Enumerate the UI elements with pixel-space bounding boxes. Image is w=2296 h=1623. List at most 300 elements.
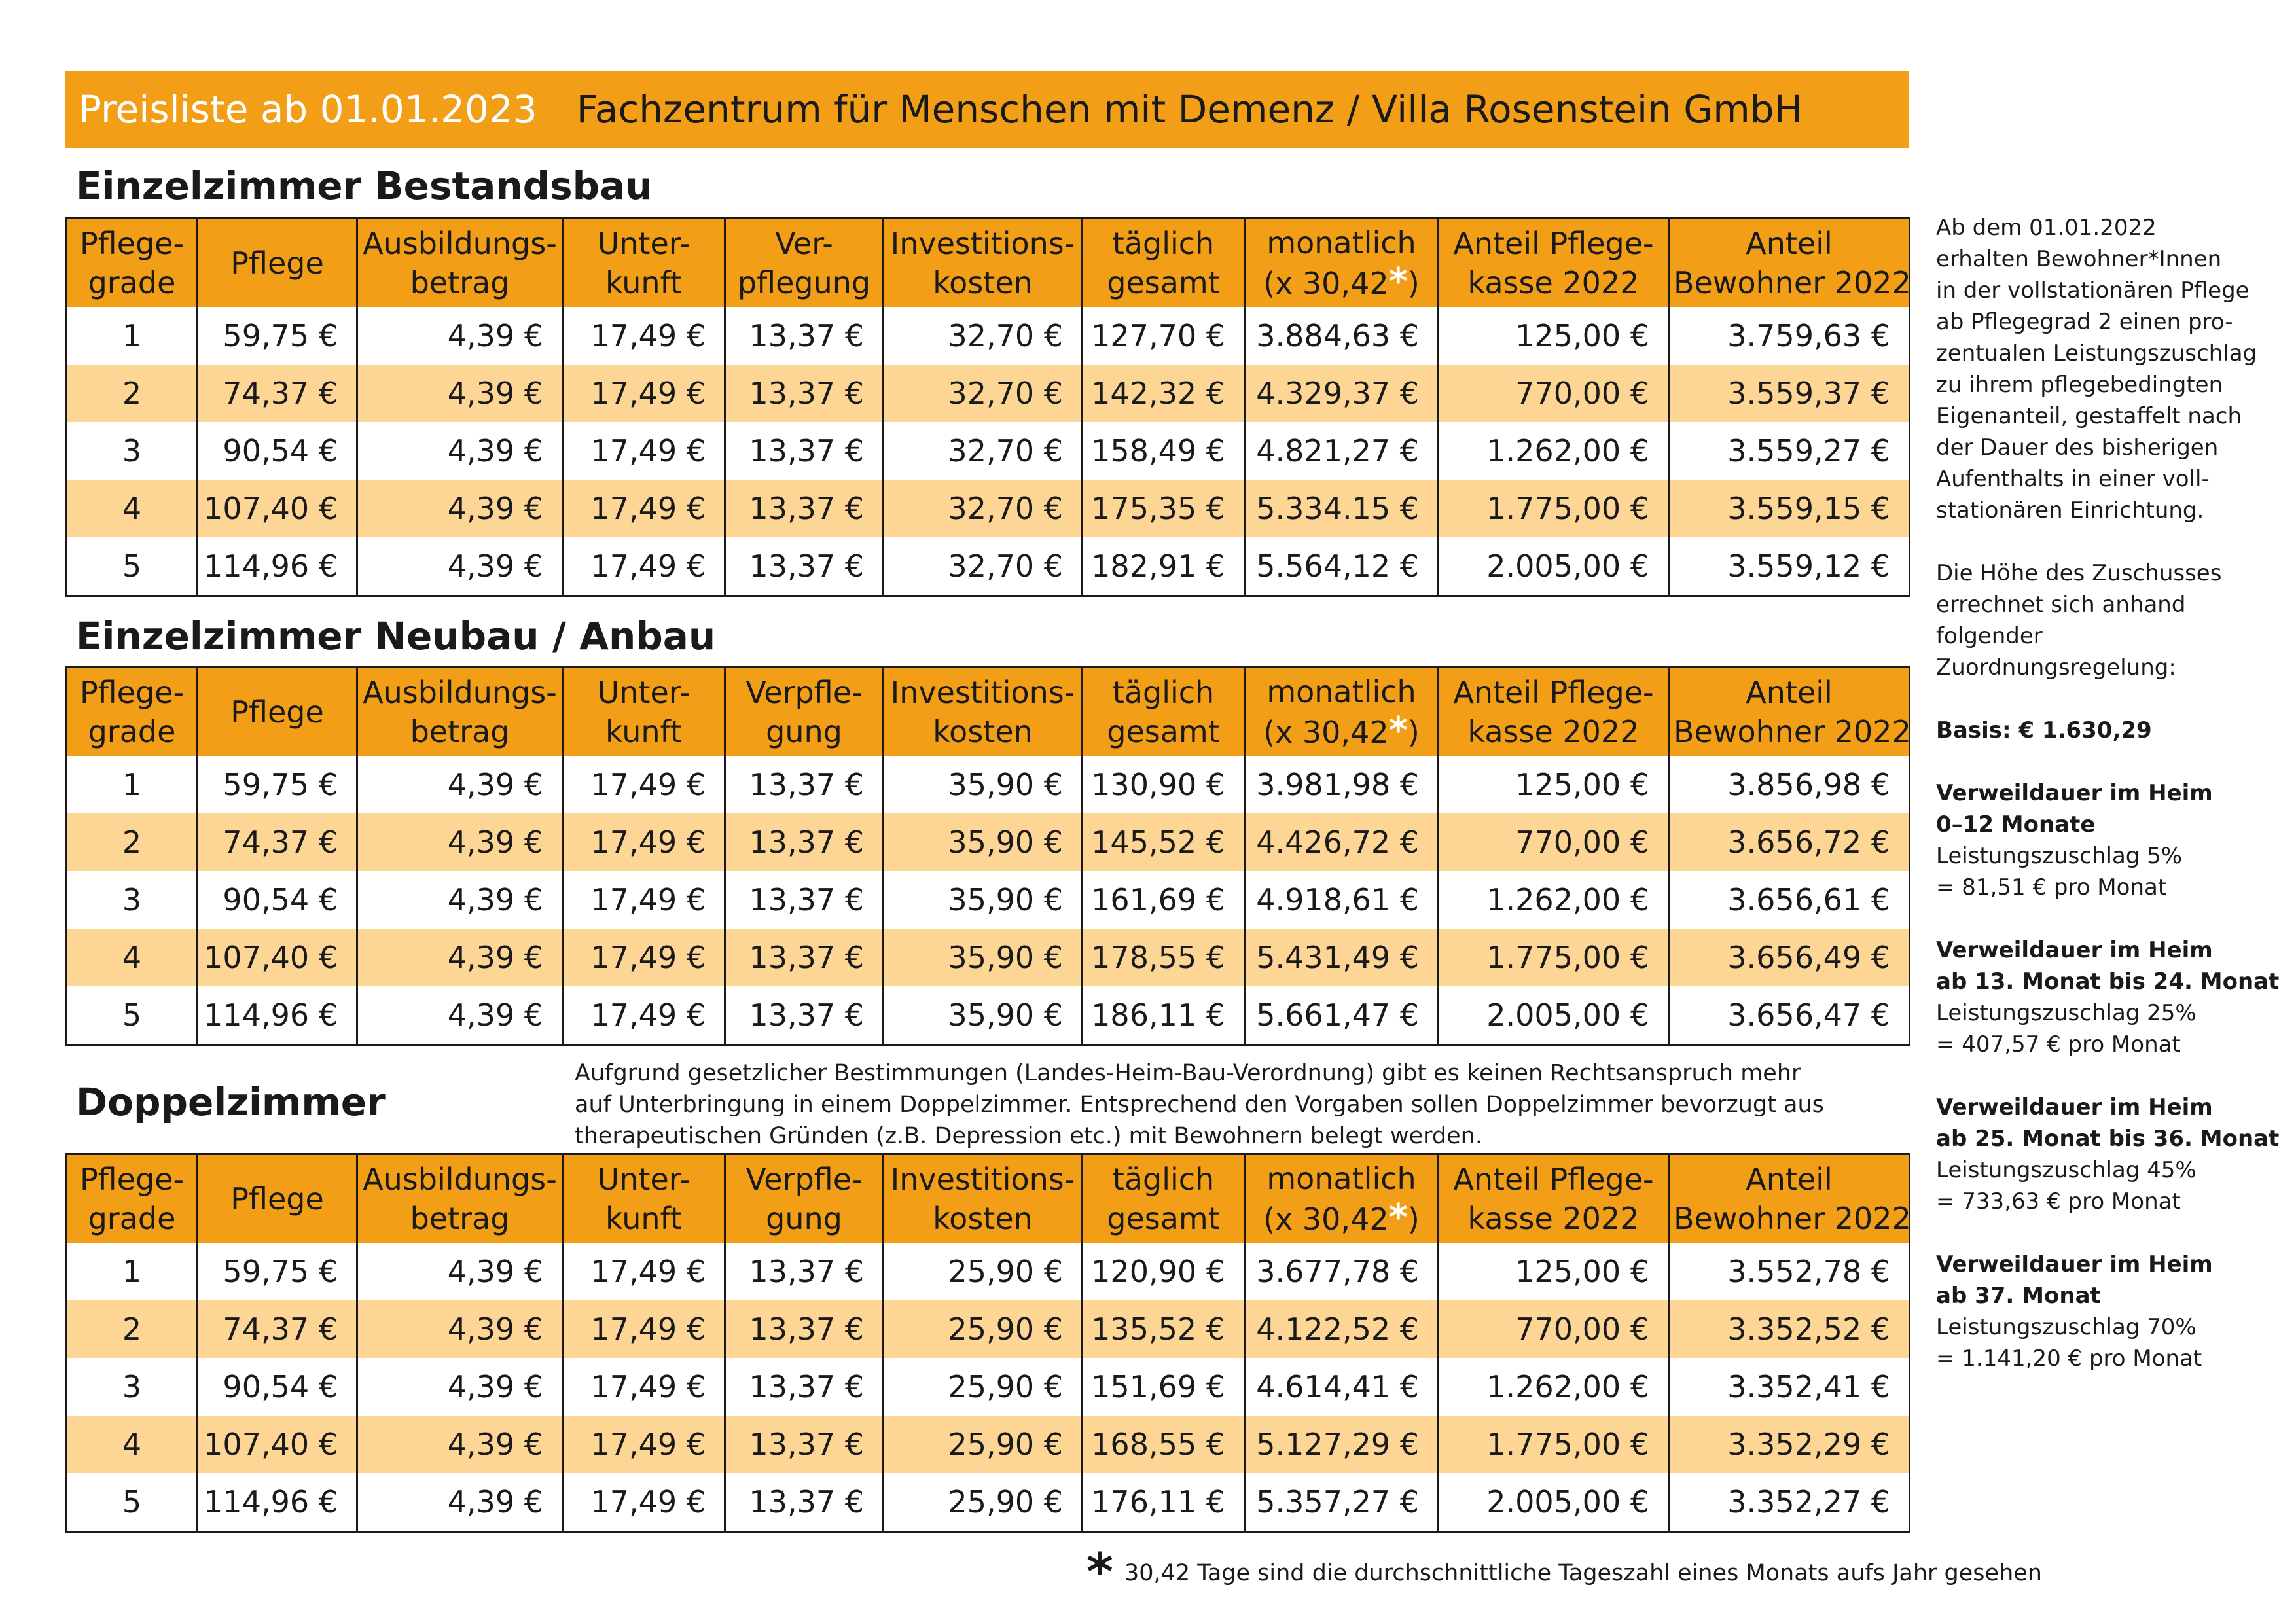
header-line-part: ) — [1407, 266, 1420, 301]
price-cell: 17,49 € — [563, 1243, 725, 1300]
price-cell: 161,69 € — [1083, 871, 1245, 929]
price-cell: 1.775,00 € — [1439, 929, 1669, 986]
note-line: therapeutischen Gründen (z.B. Depression etc.) mit Bewohnern belegt werden. — [575, 1123, 1482, 1149]
price-cell: 151,69 € — [1083, 1358, 1245, 1416]
price-cell: 17,49 € — [563, 307, 725, 365]
header-line: Anteil Pflege- — [1453, 226, 1654, 261]
price-list-date: Preisliste ab 01.01.2023 — [79, 87, 537, 132]
price-cell: 168,55 € — [1083, 1416, 1245, 1473]
table-row — [67, 480, 1910, 537]
price-cell: 13,37 € — [725, 756, 884, 813]
price-cell: 17,49 € — [563, 1473, 725, 1532]
price-cell: 1.775,00 € — [1439, 480, 1669, 537]
pflegegrad-cell: 2 — [67, 1300, 198, 1358]
pflegegrad-cell: 2 — [67, 365, 198, 422]
sidebar-intro — [1936, 212, 2289, 526]
price-cell: 4.329,37 € — [1245, 365, 1439, 422]
header-line-part: ) — [1407, 1202, 1420, 1237]
price-cell: 13,37 € — [725, 871, 884, 929]
column-header — [1083, 1154, 1245, 1243]
price-cell: 4,39 € — [357, 1416, 563, 1473]
column-header — [1439, 668, 1669, 757]
price-cell: 25,90 € — [884, 1243, 1083, 1300]
price-cell: 32,70 € — [884, 307, 1083, 365]
tier-heading: Verweildauer im Heim — [1936, 1094, 2213, 1120]
header-line: Investitions- — [890, 675, 1075, 710]
header-line: grade — [88, 714, 176, 749]
price-cell: 4,39 € — [357, 422, 563, 480]
header-line: täglich — [1112, 675, 1215, 710]
price-cell: 4,39 € — [357, 480, 563, 537]
header-line: grade — [88, 1201, 176, 1236]
price-cell: 3.352,41 € — [1669, 1358, 1910, 1416]
price-cell: 3.981,98 € — [1245, 756, 1439, 813]
header-line: monatlich — [1266, 674, 1416, 709]
sidebar-line: ab Pflegegrad 2 einen pro- — [1936, 309, 2233, 335]
column-header — [1669, 668, 1910, 757]
pflegegrad-cell: 5 — [122, 548, 142, 584]
price-cell: 5.661,47 € — [1245, 986, 1439, 1045]
price-cell: 13,37 € — [725, 1473, 884, 1532]
price-cell: 25,90 € — [884, 1358, 1083, 1416]
price-cell: 13,37 € — [725, 1358, 884, 1416]
header-line: gesamt — [1107, 265, 1220, 300]
header-line — [1249, 1198, 1433, 1239]
price-cell: 5.127,29 € — [1245, 1416, 1439, 1473]
header-line: Bewohner 2022 — [1674, 265, 1911, 300]
table-row — [67, 986, 1910, 1045]
price-cell: 4,39 € — [357, 813, 563, 871]
price-cell: 3.352,29 € — [1669, 1416, 1910, 1473]
price-cell: 17,49 € — [563, 929, 725, 986]
table-row — [67, 756, 1910, 813]
price-cell: 5.357,27 € — [1245, 1473, 1439, 1532]
price-cell: 3.677,78 € — [1245, 1243, 1439, 1300]
sidebar-line: Ab dem 01.01.2022 — [1936, 215, 2157, 241]
price-cell: 59,75 € — [198, 307, 357, 365]
header-line: Ausbildungs- — [363, 226, 557, 261]
header-line: monatlich — [1266, 1161, 1416, 1196]
column-header — [357, 219, 563, 308]
tier-rate: Leistungszuschlag 70% — [1936, 1314, 2197, 1340]
price-cell: 13,37 € — [725, 929, 884, 986]
basis-amount: Basis: € 1.630,29 — [1936, 717, 2152, 743]
price-cell: 127,70 € — [1083, 307, 1245, 365]
price-cell: 5.334.15 € — [1245, 480, 1439, 537]
tier-amount: = 407,57 € pro Monat — [1936, 1031, 2181, 1058]
table-row — [67, 422, 1910, 480]
column-header — [1439, 219, 1669, 308]
price-cell: 13,37 € — [725, 480, 884, 537]
price-cell: 114,96 € — [198, 1473, 357, 1532]
header-line: Pflege- — [79, 1162, 185, 1197]
table-row — [67, 929, 1910, 986]
table-row — [67, 871, 1910, 929]
price-cell: 13,37 € — [725, 813, 884, 871]
price-cell: 770,00 € — [1439, 365, 1669, 422]
sidebar-line: erhalten Bewohner*Innen — [1936, 246, 2222, 272]
column-header — [1245, 219, 1439, 308]
sidebar-line: Die Höhe des Zuschusses — [1936, 560, 2222, 586]
column-header — [67, 219, 198, 308]
subsidy-info-sidebar — [1936, 212, 2289, 1406]
price-cell: 2.005,00 € — [1439, 1473, 1669, 1532]
header-line: Investitions- — [890, 226, 1075, 261]
column-header — [1669, 219, 1910, 308]
header-line: Ausbildungs- — [363, 1162, 557, 1197]
price-cell: 142,32 € — [1083, 365, 1245, 422]
price-cell: 32,70 € — [884, 480, 1083, 537]
price-table-neubau — [65, 666, 1910, 1046]
header-line: Investitions- — [890, 1162, 1075, 1197]
sidebar-line: in der vollstationären Pflege — [1936, 277, 2250, 304]
column-header — [725, 219, 884, 308]
price-cell: 13,37 € — [725, 1416, 884, 1473]
table-row — [67, 1358, 1910, 1416]
price-cell: 17,49 € — [563, 871, 725, 929]
price-cell: 1.262,00 € — [1439, 1358, 1669, 1416]
header-line: kosten — [933, 714, 1033, 749]
price-cell: 13,37 € — [725, 1243, 884, 1300]
tier-rate: Leistungszuschlag 45% — [1936, 1157, 2197, 1183]
section-title-doppelzimmer: Doppelzimmer — [76, 1080, 386, 1124]
pflegegrad-cell: 1 — [122, 767, 142, 802]
price-cell: 4.122,52 € — [1245, 1300, 1439, 1358]
column-header — [198, 668, 357, 757]
price-cell: 182,91 € — [1083, 537, 1245, 596]
price-cell: 17,49 € — [563, 1358, 725, 1416]
header-line: Anteil — [1746, 675, 1833, 710]
facility-title: Fachzentrum für Menschen mit Demenz / Villa Rosenstein GmbH — [576, 87, 1803, 132]
price-cell: 13,37 € — [725, 307, 884, 365]
column-header — [1439, 1154, 1669, 1243]
column-header — [1669, 1154, 1910, 1243]
column-header — [884, 668, 1083, 757]
price-cell: 4,39 € — [357, 1358, 563, 1416]
tier-amount: = 733,63 € pro Monat — [1936, 1188, 2181, 1215]
header-line: kosten — [933, 265, 1033, 300]
column-header — [563, 668, 725, 757]
pflegegrad-cell: 4 — [67, 480, 198, 537]
footnote-text: 30,42 Tage sind die durchschnittliche Tageszahl eines Monats aufs Jahr gesehen — [1124, 1560, 2042, 1586]
price-cell: 3.552,78 € — [1669, 1243, 1910, 1300]
price-table-doppelzimmer — [65, 1153, 1910, 1533]
price-cell: 4,39 € — [357, 929, 563, 986]
table-row — [67, 1300, 1910, 1358]
price-cell: 59,75 € — [198, 1243, 357, 1300]
price-cell: 3.559,27 € — [1669, 422, 1910, 480]
price-cell: 74,37 € — [198, 365, 357, 422]
price-cell: 4,39 € — [357, 537, 563, 596]
asterisk-icon: * — [1388, 709, 1408, 752]
price-cell: 17,49 € — [563, 1416, 725, 1473]
header-line: Verpfle- — [745, 675, 863, 710]
tier-block — [1936, 1249, 2289, 1374]
price-cell: 107,40 € — [198, 1416, 357, 1473]
pflegegrad-cell: 4 — [67, 1416, 198, 1473]
price-cell: 186,11 € — [1083, 986, 1245, 1045]
table-row — [67, 1473, 1910, 1532]
price-cell: 114,96 € — [198, 986, 357, 1045]
price-cell: 35,90 € — [884, 929, 1083, 986]
tier-block — [1936, 935, 2289, 1060]
header-line: täglich — [1112, 226, 1215, 261]
tier-amount: = 81,51 € pro Monat — [1936, 874, 2167, 901]
price-cell: 2.005,00 € — [1439, 986, 1669, 1045]
pflegegrad-cell: 4 — [67, 929, 198, 986]
section-title-bestandsbau: Einzelzimmer Bestandsbau — [76, 164, 653, 208]
header-line: Pflege — [230, 694, 324, 730]
header-line: Pflege — [230, 1181, 324, 1217]
sidebar-line: der Dauer des bisherigen — [1936, 435, 2219, 461]
tier-duration: ab 37. Monat — [1936, 1283, 2101, 1309]
column-header — [1083, 668, 1245, 757]
column-header — [1245, 1154, 1439, 1243]
price-cell: 17,49 € — [563, 365, 725, 422]
header-line: kasse 2022 — [1467, 265, 1640, 300]
column-header — [1245, 668, 1439, 757]
price-cell: 125,00 € — [1439, 756, 1669, 813]
header-line: grade — [88, 265, 176, 300]
header-line: Pflege- — [79, 675, 185, 710]
price-cell: 1.775,00 € — [1439, 1416, 1669, 1473]
price-cell: 59,75 € — [198, 756, 357, 813]
header-line: monatlich — [1266, 225, 1416, 260]
price-cell: 2.005,00 € — [1439, 537, 1669, 596]
column-header — [1083, 219, 1245, 308]
price-cell: 770,00 € — [1439, 1300, 1669, 1358]
header-line: kunft — [605, 265, 682, 300]
table-row — [67, 307, 1910, 365]
tier-heading: Verweildauer im Heim — [1936, 1251, 2213, 1277]
header-line: gung — [766, 714, 842, 749]
price-cell: 74,37 € — [198, 1300, 357, 1358]
price-cell: 178,55 € — [1083, 929, 1245, 986]
price-cell: 1.262,00 € — [1439, 422, 1669, 480]
header-line-part: (x 30,42 — [1263, 266, 1389, 301]
sidebar-line: Eigenanteil, gestaffelt nach — [1936, 403, 2242, 429]
price-cell: 17,49 € — [563, 986, 725, 1045]
price-cell: 175,35 € — [1083, 480, 1245, 537]
header-line: Bewohner 2022 — [1674, 1201, 1911, 1236]
price-cell: 1.262,00 € — [1439, 871, 1669, 929]
header-line — [1249, 711, 1433, 752]
header-line: Pflege- — [79, 226, 185, 261]
header-line: täglich — [1112, 1162, 1215, 1197]
header-line: Anteil Pflege- — [1453, 1162, 1654, 1197]
header-line: betrag — [410, 265, 510, 300]
table-row — [67, 365, 1910, 422]
header-line: gung — [766, 1201, 842, 1236]
price-cell: 5.564,12 € — [1245, 537, 1439, 596]
column-header — [198, 1154, 357, 1243]
price-cell: 4,39 € — [357, 1473, 563, 1532]
pflegegrad-cell: 3 — [122, 1369, 142, 1404]
price-cell: 135,52 € — [1083, 1300, 1245, 1358]
price-cell: 107,40 € — [198, 480, 357, 537]
price-cell: 13,37 € — [725, 1300, 884, 1358]
header-line: kasse 2022 — [1467, 714, 1640, 749]
price-cell: 770,00 € — [1439, 813, 1669, 871]
pflegegrad-cell: 5 — [122, 997, 142, 1033]
price-cell: 25,90 € — [884, 1300, 1083, 1358]
pflegegrad-cell: 3 — [122, 882, 142, 918]
table-row — [67, 813, 1910, 871]
tier-block — [1936, 777, 2289, 903]
price-cell: 17,49 € — [563, 422, 725, 480]
pflegegrad-cell: 3 — [122, 433, 142, 469]
price-cell: 13,37 € — [725, 422, 884, 480]
header-line: kasse 2022 — [1467, 1201, 1640, 1236]
table-row — [67, 537, 1910, 596]
price-cell: 3.352,27 € — [1669, 1473, 1910, 1532]
asterisk-icon: * — [1388, 260, 1408, 303]
asterisk-icon: * — [1388, 1196, 1408, 1239]
price-cell: 4.821,27 € — [1245, 422, 1439, 480]
header-line-part: (x 30,42 — [1263, 715, 1389, 750]
price-cell: 4,39 € — [357, 1300, 563, 1358]
tier-duration: 0–12 Monate — [1936, 812, 2096, 838]
price-cell: 35,90 € — [884, 756, 1083, 813]
price-cell: 17,49 € — [563, 1300, 725, 1358]
price-cell: 32,70 € — [884, 365, 1083, 422]
price-cell: 158,49 € — [1083, 422, 1245, 480]
header-row — [67, 668, 1910, 757]
price-cell: 176,11 € — [1083, 1473, 1245, 1532]
price-cell: 3.884,63 € — [1245, 307, 1439, 365]
price-cell: 74,37 € — [198, 813, 357, 871]
price-cell: 3.656,49 € — [1669, 929, 1910, 986]
header-line: Verpfle- — [745, 1162, 863, 1197]
header-line: betrag — [410, 1201, 510, 1236]
price-cell: 4.614,41 € — [1245, 1358, 1439, 1416]
table-row — [67, 1243, 1910, 1300]
footnote — [1086, 1543, 2042, 1602]
doppelzimmer-note — [575, 1058, 1923, 1152]
price-cell: 17,49 € — [563, 480, 725, 537]
price-cell: 35,90 € — [884, 813, 1083, 871]
price-cell: 125,00 € — [1439, 1243, 1669, 1300]
header-line: Pflege — [230, 245, 324, 281]
price-cell: 130,90 € — [1083, 756, 1245, 813]
price-cell: 13,37 € — [725, 365, 884, 422]
price-cell: 90,54 € — [198, 871, 357, 929]
tier-duration: ab 13. Monat bis 24. Monat — [1936, 969, 2280, 995]
note-line: auf Unterbringung in einem Doppelzimmer. Entsprechend den Vorgaben sollen Doppelzimmer bevorzugt aus — [575, 1092, 1824, 1118]
price-cell: 90,54 € — [198, 1358, 357, 1416]
column-header — [725, 1154, 884, 1243]
header-banner — [65, 71, 1909, 148]
header-line: kunft — [605, 714, 682, 749]
pflegegrad-cell: 2 — [67, 813, 198, 871]
header-line: Ausbildungs- — [363, 675, 557, 710]
price-cell: 90,54 € — [198, 422, 357, 480]
header-line: Unter- — [597, 226, 691, 261]
price-cell: 25,90 € — [884, 1416, 1083, 1473]
price-cell: 25,90 € — [884, 1473, 1083, 1532]
column-header — [357, 1154, 563, 1243]
column-header — [198, 219, 357, 308]
sidebar-line: zu ihrem pflegebedingten — [1936, 372, 2223, 398]
price-cell: 4,39 € — [357, 871, 563, 929]
price-cell: 3.559,12 € — [1669, 537, 1910, 596]
note-line: Aufgrund gesetzlicher Bestimmungen (Landes-Heim-Bau-Verordnung) gibt es keinen Rechtsanspruch mehr — [575, 1060, 1801, 1086]
sidebar-line: Aufenthalts in einer voll- — [1936, 466, 2210, 492]
sidebar-line: zentualen Leistungszuschlag — [1936, 340, 2257, 366]
header-line: kosten — [933, 1201, 1033, 1236]
column-header — [563, 1154, 725, 1243]
price-cell: 4,39 € — [357, 1243, 563, 1300]
sidebar-basis — [1936, 715, 2289, 746]
price-table-bestandsbau — [65, 217, 1910, 597]
price-cell: 3.352,52 € — [1669, 1300, 1910, 1358]
tier-rate: Leistungszuschlag 25% — [1936, 1000, 2197, 1026]
price-cell: 35,90 € — [884, 871, 1083, 929]
tier-duration: ab 25. Monat bis 36. Monat — [1936, 1126, 2280, 1152]
price-cell: 120,90 € — [1083, 1243, 1245, 1300]
sidebar-line: folgender Zuordnungsregelung: — [1936, 623, 2176, 681]
header-line: pflegung — [737, 265, 871, 300]
header-row — [67, 219, 1910, 308]
price-cell: 3.559,15 € — [1669, 480, 1910, 537]
price-cell: 4,39 € — [357, 365, 563, 422]
price-cell: 107,40 € — [198, 929, 357, 986]
price-cell: 13,37 € — [725, 986, 884, 1045]
price-cell: 4.918,61 € — [1245, 871, 1439, 929]
footnote-asterisk: * — [1086, 1543, 1113, 1602]
header-line: gesamt — [1107, 1201, 1220, 1236]
column-header — [563, 219, 725, 308]
price-cell: 35,90 € — [884, 986, 1083, 1045]
table-row — [67, 1416, 1910, 1473]
sidebar-line: errechnet sich anhand — [1936, 592, 2186, 618]
tier-block — [1936, 1092, 2289, 1217]
price-cell: 32,70 € — [884, 422, 1083, 480]
price-cell: 13,37 € — [725, 537, 884, 596]
price-cell: 4,39 € — [357, 756, 563, 813]
price-cell: 125,00 € — [1439, 307, 1669, 365]
price-cell: 17,49 € — [563, 813, 725, 871]
header-line: Unter- — [597, 675, 691, 710]
pflegegrad-cell: 5 — [122, 1484, 142, 1520]
tier-heading: Verweildauer im Heim — [1936, 937, 2213, 963]
tier-amount: = 1.141,20 € pro Monat — [1936, 1346, 2202, 1372]
column-header — [67, 1154, 198, 1243]
header-line: Bewohner 2022 — [1674, 714, 1911, 749]
header-line: gesamt — [1107, 714, 1220, 749]
header-line — [1249, 262, 1433, 303]
header-line: Ver- — [775, 226, 833, 261]
price-cell: 3.656,61 € — [1669, 871, 1910, 929]
price-cell: 3.559,37 € — [1669, 365, 1910, 422]
price-cell: 4,39 € — [357, 307, 563, 365]
price-cell: 4.426,72 € — [1245, 813, 1439, 871]
price-cell: 3.656,47 € — [1669, 986, 1910, 1045]
header-line: betrag — [410, 714, 510, 749]
column-header — [884, 219, 1083, 308]
header-line: Anteil Pflege- — [1453, 675, 1654, 710]
header-line: Unter- — [597, 1162, 691, 1197]
column-header — [725, 668, 884, 757]
header-line: kunft — [605, 1201, 682, 1236]
sidebar-line: stationären Einrichtung. — [1936, 497, 2204, 524]
price-cell: 145,52 € — [1083, 813, 1245, 871]
header-line: Anteil — [1746, 1162, 1833, 1197]
tier-rate: Leistungszuschlag 5% — [1936, 843, 2183, 869]
header-line: Anteil — [1746, 226, 1833, 261]
pflegegrad-cell: 1 — [122, 1254, 142, 1289]
price-cell: 114,96 € — [198, 537, 357, 596]
